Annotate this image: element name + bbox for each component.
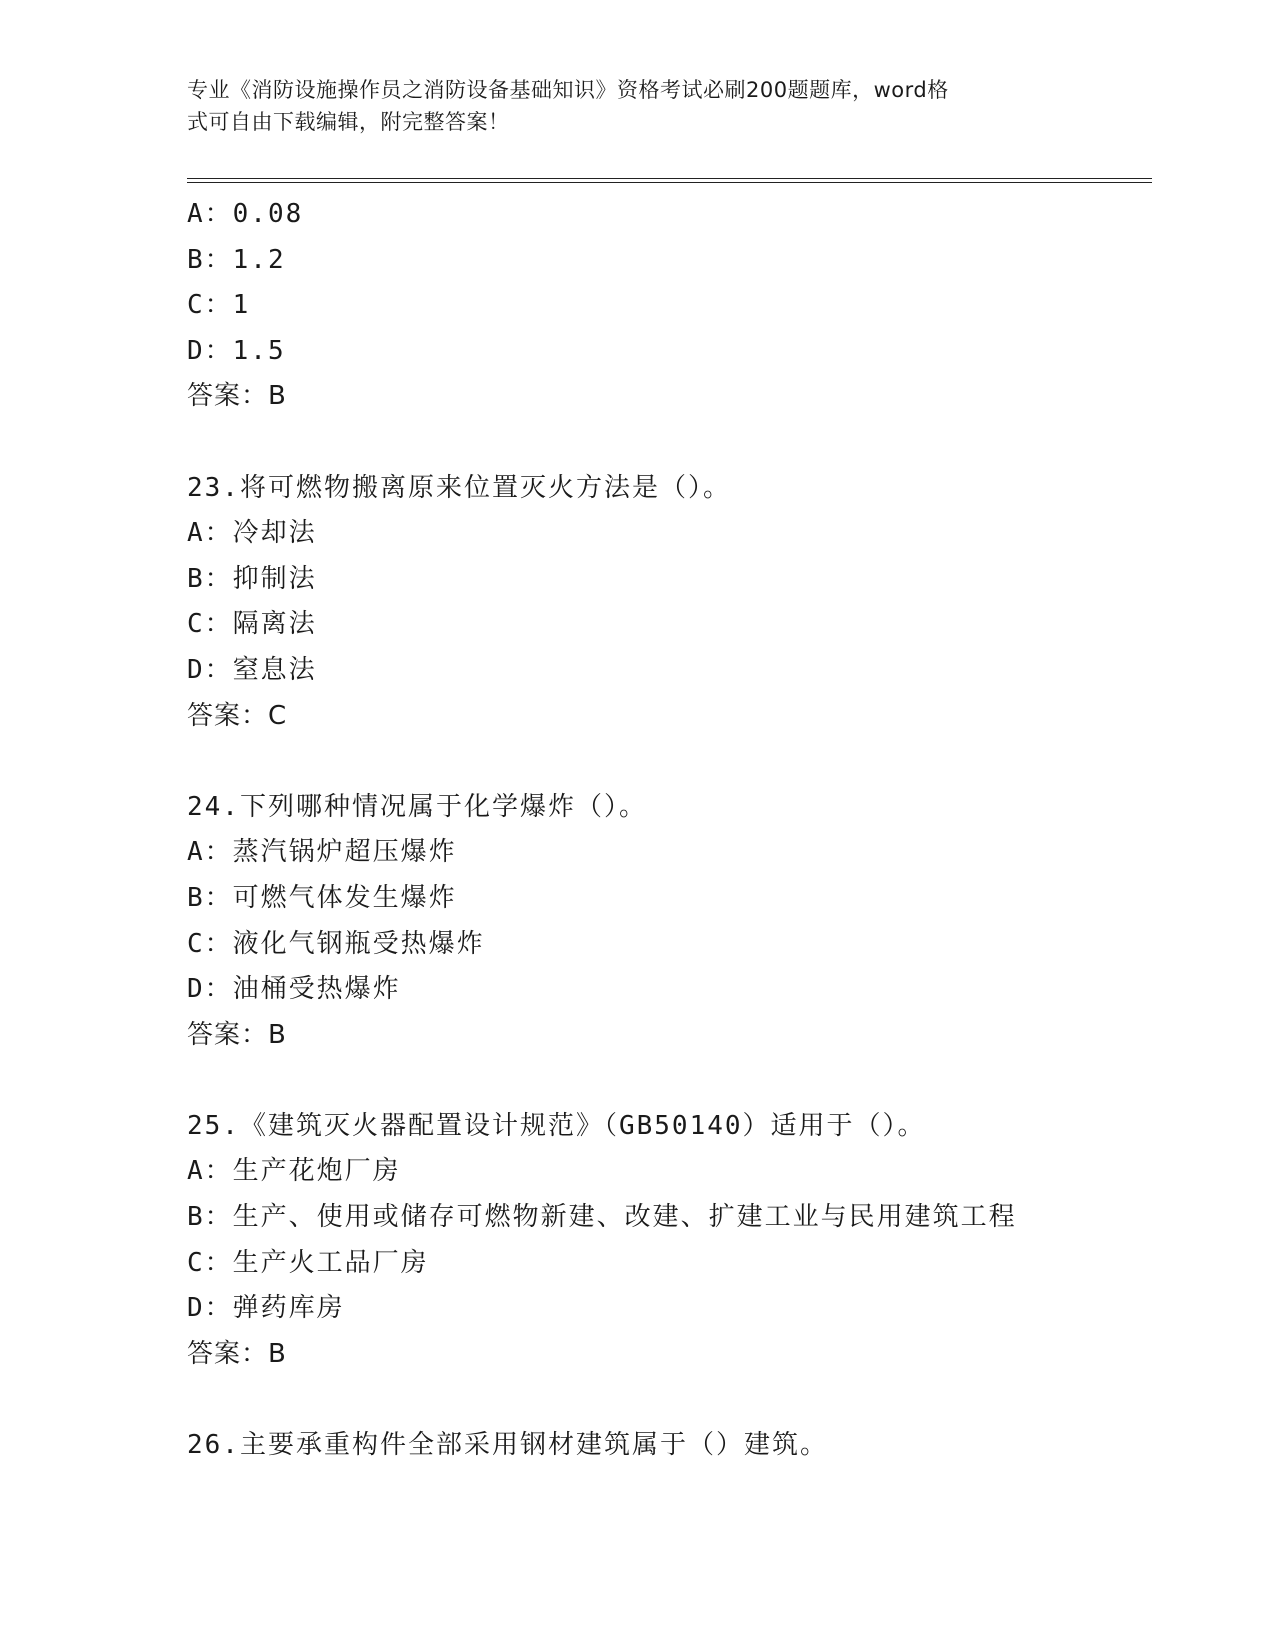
spacer (187, 420, 1187, 466)
option-d: D：窒息法 (187, 654, 317, 685)
option-b: B：抑制法 (187, 563, 317, 594)
option-d: D：1.5 (187, 335, 286, 366)
header-rule-bottom (187, 182, 1152, 183)
option-c: C：1 (187, 290, 251, 321)
answer: 答案：B (187, 381, 287, 412)
answer: 答案：C (187, 700, 288, 731)
question-list (187, 192, 1187, 1469)
spacer (187, 1058, 1187, 1104)
option-a: A：冷却法 (187, 518, 317, 549)
option-d: D：油桶受热爆炸 (187, 974, 401, 1005)
question-stem: 23.将可燃物搬离原来位置灭火方法是（）。 (187, 472, 731, 503)
header-line-1: 专业《消防设施操作员之消防设备基础知识》资格考试必刷200题题库，word格 (187, 78, 949, 102)
option-a: A：生产花炮厂房 (187, 1156, 401, 1187)
option-c: C：液化气钢瓶受热爆炸 (187, 928, 485, 959)
spacer (187, 1377, 1187, 1423)
option-a: A：0.08 (187, 199, 304, 229)
answer: 答案：B (187, 1019, 287, 1050)
answer: 答案：B (187, 1338, 287, 1369)
document-header (187, 74, 1077, 138)
question-24 (187, 785, 1187, 1059)
spacer (187, 739, 1187, 785)
question-stem: 24.下列哪种情况属于化学爆炸（）。 (187, 791, 647, 822)
option-c: C：生产火工品厂房 (187, 1247, 429, 1278)
option-c: C：隔离法 (187, 609, 317, 640)
question-stem: 26.主要承重构件全部采用钢材建筑属于（）建筑。 (187, 1430, 828, 1461)
option-b: B：1.2 (187, 244, 286, 275)
question-22-continued (187, 192, 1187, 420)
header-line-2: 式可自由下载编辑，附完整答案！ (187, 110, 510, 134)
question-26 (187, 1423, 1187, 1469)
question-stem: 25.《建筑灭火器配置设计规范》（GB50140）适用于（）。 (187, 1110, 926, 1141)
header-rule-top (187, 178, 1152, 179)
option-d: D：弹药库房 (187, 1293, 345, 1324)
question-25 (187, 1104, 1187, 1378)
option-b: B：可燃气体发生爆炸 (187, 882, 457, 913)
question-23 (187, 466, 1187, 740)
option-b: B：生产、使用或储存可燃物新建、改建、扩建工业与民用建筑工程 (187, 1202, 1017, 1233)
option-a: A：蒸汽锅炉超压爆炸 (187, 837, 457, 868)
